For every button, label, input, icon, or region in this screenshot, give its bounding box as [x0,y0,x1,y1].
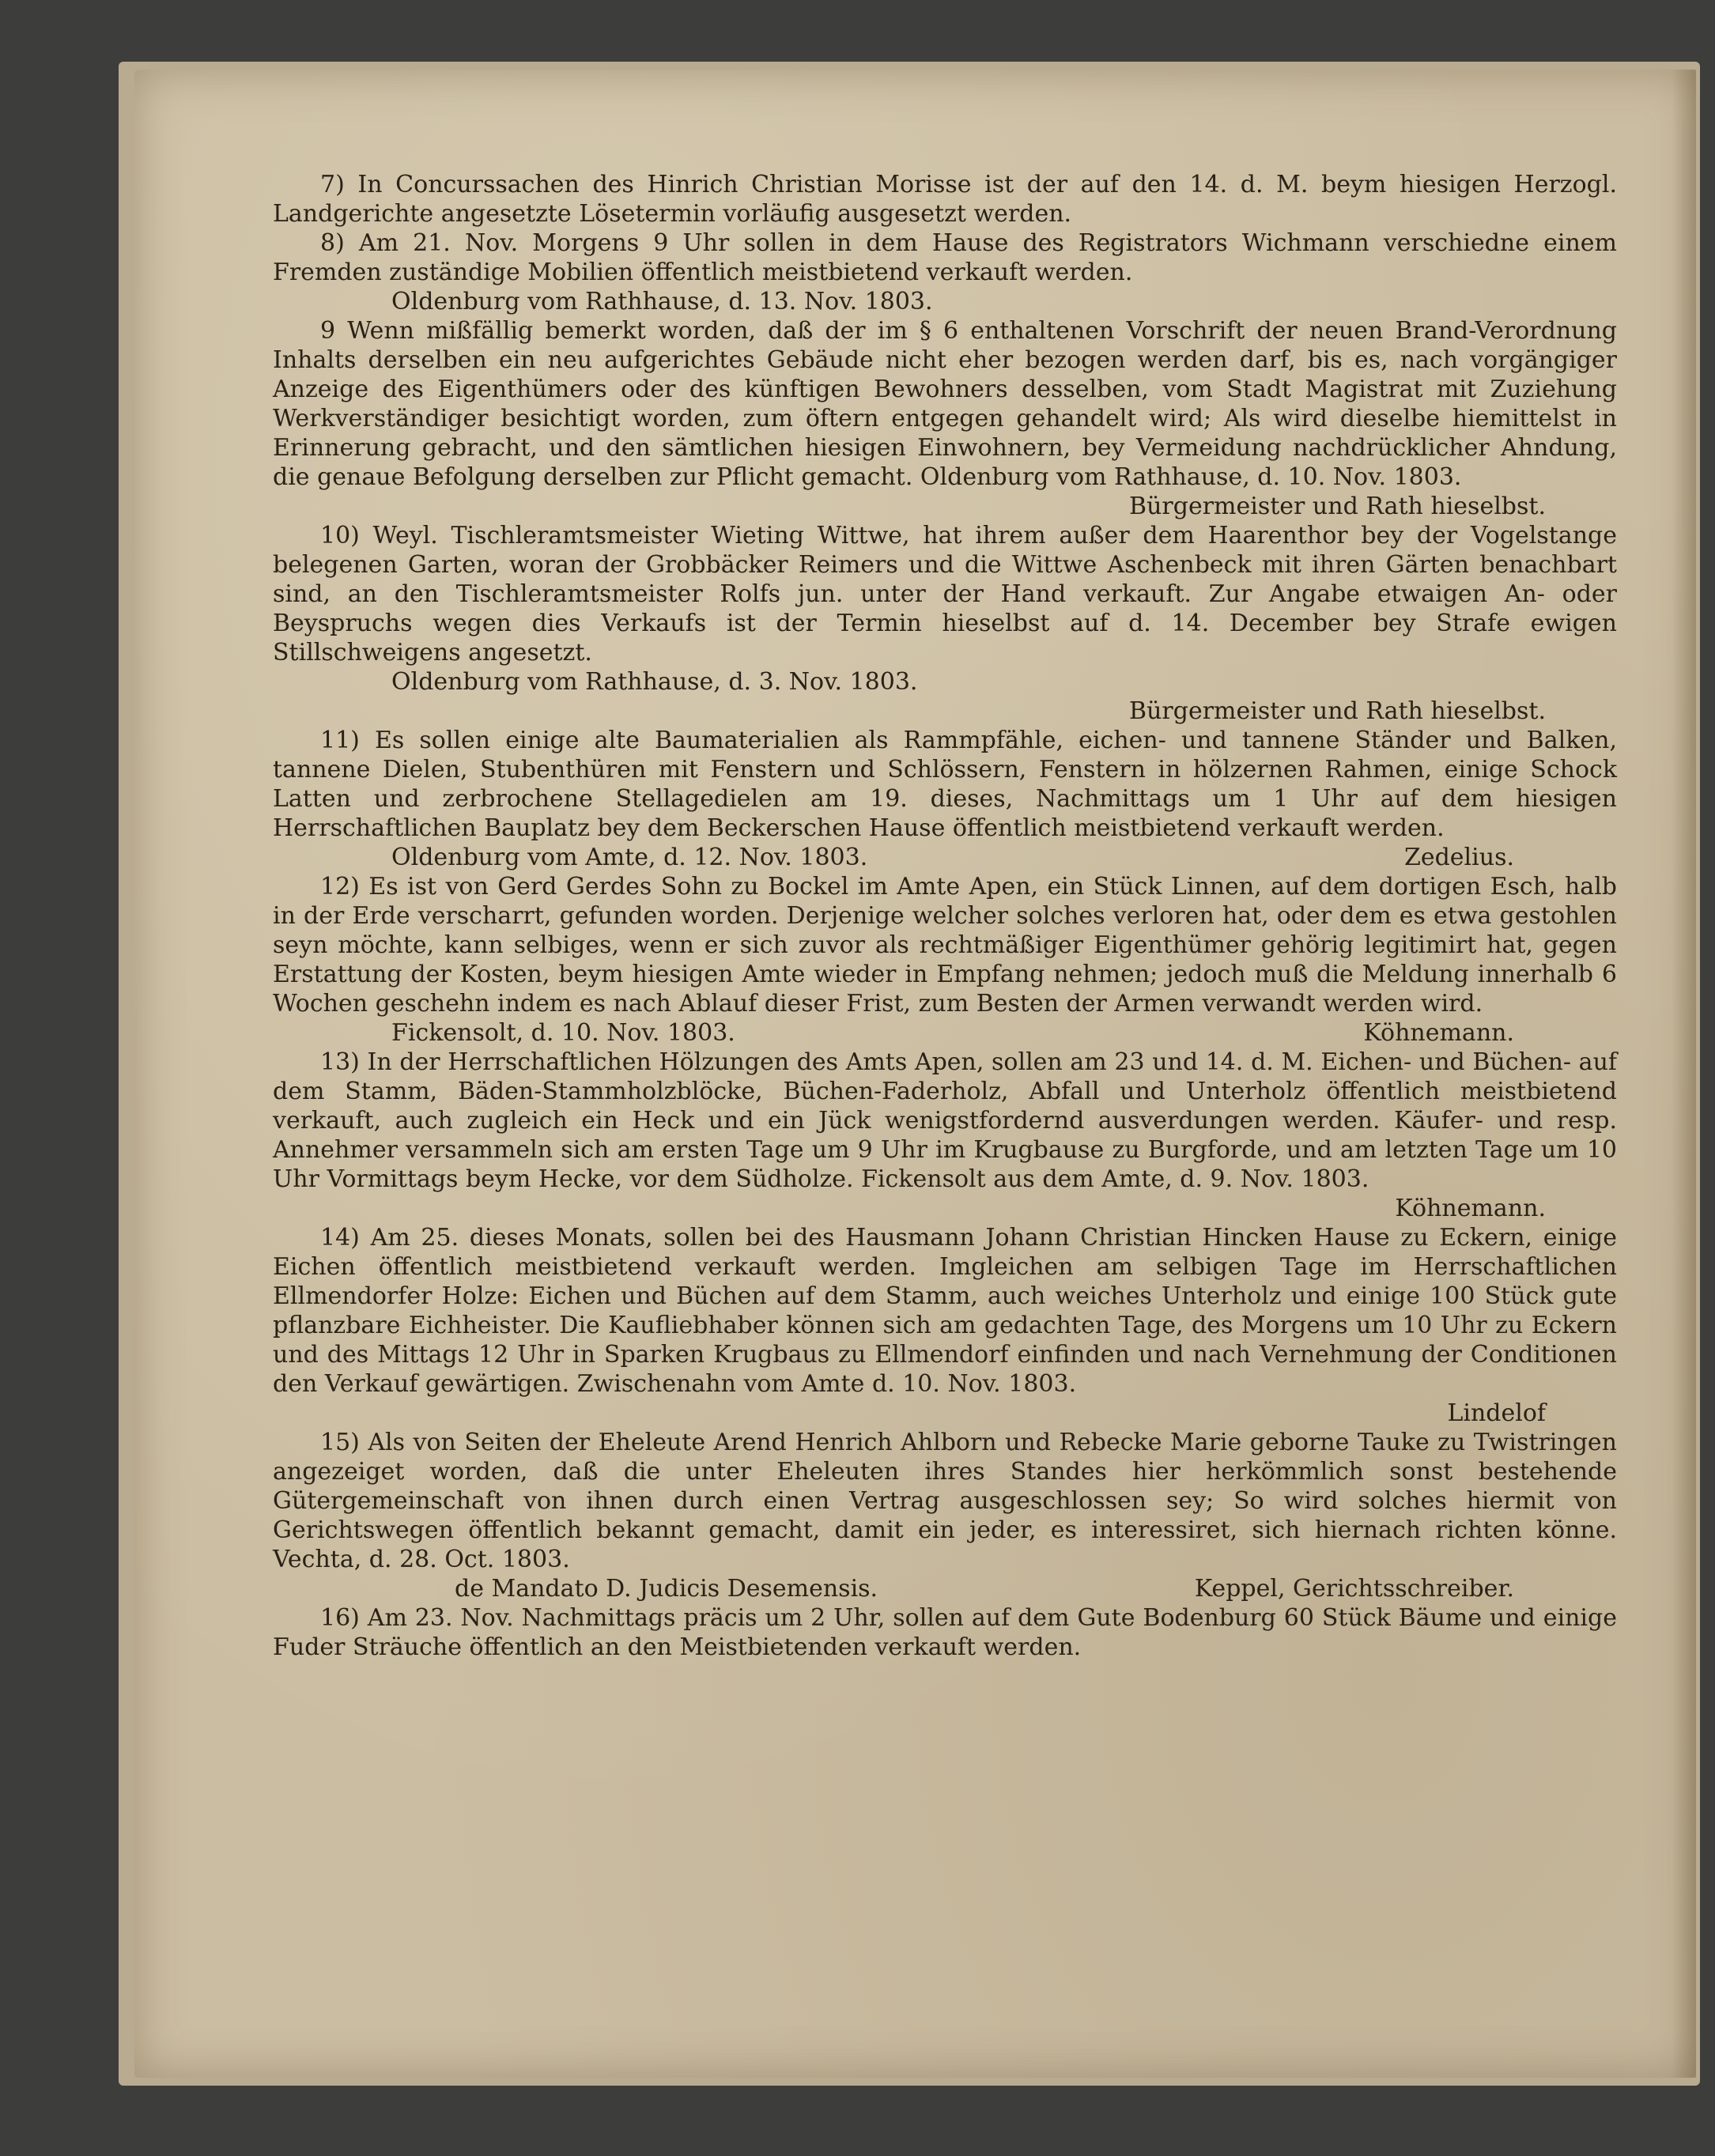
notice-15-footer [273,1574,1617,1603]
notice-9: 9 Wenn mißfällig bemerkt worden, daß der im § 6 enthaltenen Vorschrift der neuen Brand-Verordnung Inhalts derselben ein neu aufgerichtes Gebäude nicht eher bezogen werden darf, bis es, nach vorgängiger Anzeige des Eigenthümers oder des künftigen Bewohners desselben, vom Stadt Magistrat mit Zuziehung Werkverständiger besichtigt worden, zum öftern entgegen gehandelt wird; Als wird dieselbe hiemittelst in Erinnerung gebracht, und den sämtlichen hiesigen Einwohnern, bey Vermeidung nachdrücklicher Ahndung, die genaue Befolgung derselben zur Pflicht gemacht. Oldenburg vom Rathhause, d. 10. Nov. 1803. [273,317,1617,491]
notice-14-signature: Lindelof [1447,1399,1546,1427]
notice-15-mandate: de Mandato D. Judicis Desemensis. [455,1575,878,1603]
notice-8-dateline: Oldenburg vom Rathhause, d. 13. Nov. 1803. [391,288,933,315]
notice-9-signature: Bürgermeister und Rath hieselbst. [1129,493,1546,520]
notice-11-signature: Zedelius. [1404,844,1514,871]
notice-11-dateline: Oldenburg vom Amte, d. 12. Nov. 1803. [391,844,868,871]
notice-12-footer [273,1018,1617,1048]
notice-8: 8) Am 21. Nov. Morgens 9 Uhr sollen in dem Hause des Registrators Wichmann verschiedne einem Fremden zuständige Mobilien öffentlich meistbietend verkauft werden. [273,229,1617,286]
notice-13-signature: Köhnemann. [1395,1195,1546,1222]
notice-14: 14) Am 25. dieses Monats, sollen bei des Hausmann Johann Christian Hincken Hause zu Eckern, einige Eichen öffentlich meistbietend verkauft werden. Imgleichen am selbigen Tage im Herrschaftlichen Ellmendorfer Holze: Eichen und Büchen auf dem Stamm, auch weiches Unterholz und einige 100 Stück gute pflanzbare Eichheister. Die Kaufliebhaber können sich am gedachten Tage, des Morgens um 10 Uhr zu Eckern und des Mittags 12 Uhr in Sparken Krugbaus zu Ellmendorf einfinden und nach Vernehmung der Conditionen den Verkauf gewärtigen. Zwischenahn vom Amte d. 10. Nov. 1803. [273,1224,1617,1398]
notice-7: 7) In Concurssachen des Hinrich Christian Morisse ist der auf den 14. d. M. beym hiesigen Herzogl. Landgerichte angesetzte Lösetermin vorläufig ausgesetzt werden. [273,171,1617,228]
notice-13: 13) In der Herrschaftlichen Hölzungen des Amts Apen, sollen am 23 und 14. d. M. Eichen- und Büchen- auf dem Stamm, Bäden-Stammholzblöcke, Büchen-Faderholz, Abfall und Unterholz öffentlich meistbietend verkauft, auch zugleich ein Heck und ein Jück wenigstfordernd ausverdungen werden. Käufer- und resp. Annehmer versammeln sich am ersten Tage um 9 Uhr im Krugbause zu Burgforde, und am letzten Tage um 10 Uhr Vormittags beym Hecke, vor dem Südholze. Fickensolt aus dem Amte, d. 9. Nov. 1803. [273,1048,1617,1193]
notice-15: 15) Als von Seiten der Eheleute Arend Henrich Ahlborn und Rebecke Marie geborne Tauke zu Twistringen angezeiget worden, daß die unter Eheleuten ihres Standes hier herkömmlich sonst bestehende Gütergemeinschaft von ihnen durch einen Vertrag ausgeschlossen sey; So wird solches hiermit von Gerichtswegen öffentlich bekannt gemacht, damit ein jeder, es interessiret, sich hiernach richten könne. Vechta, d. 28. Oct. 1803. [273,1429,1617,1573]
page-edge-shadow [1672,70,1696,2078]
notice-11-footer [273,843,1617,872]
notice-12: 12) Es ist von Gerd Gerdes Sohn zu Bockel im Amte Apen, ein Stück Linnen, auf dem dortigen Esch, halb in der Erde verscharrt, gefunden worden. Derjenige welcher solches verloren hat, oder dem es etwa gestohlen seyn möchte, kann selbiges, wenn er sich zuvor als rechtmäßiger Eigenthümer gehörig legitimirt hat, gegen Erstattung der Kosten, beym hiesigen Amte wieder in Empfang nehmen; jedoch muß die Meldung innerhalb 6 Wochen geschehn indem es nach Ablauf dieser Frist, zum Besten der Armen verwandt werden wird. [273,873,1617,1018]
notice-16: 16) Am 23. Nov. Nachmittags präcis um 2 Uhr, sollen auf dem Gute Bodenburg 60 Stück Bäume und einige Fuder Sträuche öffentlich an den Meistbietenden verkauft werden. [273,1604,1617,1661]
notice-10-signature: Bürgermeister und Rath hieselbst. [1129,697,1546,725]
notice-15-signature: Keppel, Gerichtsschreiber. [1194,1575,1514,1603]
notice-12-signature: Köhnemann. [1363,1019,1514,1047]
notice-11: 11) Es sollen einige alte Baumaterialien als Rammpfähle, eichen- und tannene Ständer und Balken, tannene Dielen, Stubenthüren mit Fenstern und Schlössern, Fenstern in hölzernen Rahmen, einige Schock Latten und zerbrochene Stellagedielen am 19. dieses, Nachmittags um 1 Uhr auf dem hiesigen Herrschaftlichen Bauplatz bey dem Beckerschen Hause öffentlich meistbietend verkauft werden. [273,727,1617,842]
notice-12-dateline: Fickensolt, d. 10. Nov. 1803. [391,1019,735,1047]
notice-10: 10) Weyl. Tischleramtsmeister Wieting Wittwe, hat ihrem außer dem Haarenthor bey der Vogelstange belegenen Garten, woran der Grobbäcker Reimers und die Wittwe Aschenbeck mit ihren Gärten benachbart sind, an den Tischleramtsmeister Rolfs jun. unter der Hand verkauft. Zur Angabe etwaigen An- oder Beyspruchs wegen dies Verkaufs ist der Termin hieselbst auf d. 14. December bey Strafe ewigen Stillschweigens angesetzt. [273,522,1617,666]
notice-10-dateline: Oldenburg vom Rathhause, d. 3. Nov. 1803. [391,668,918,696]
notices-column [273,170,1617,1662]
